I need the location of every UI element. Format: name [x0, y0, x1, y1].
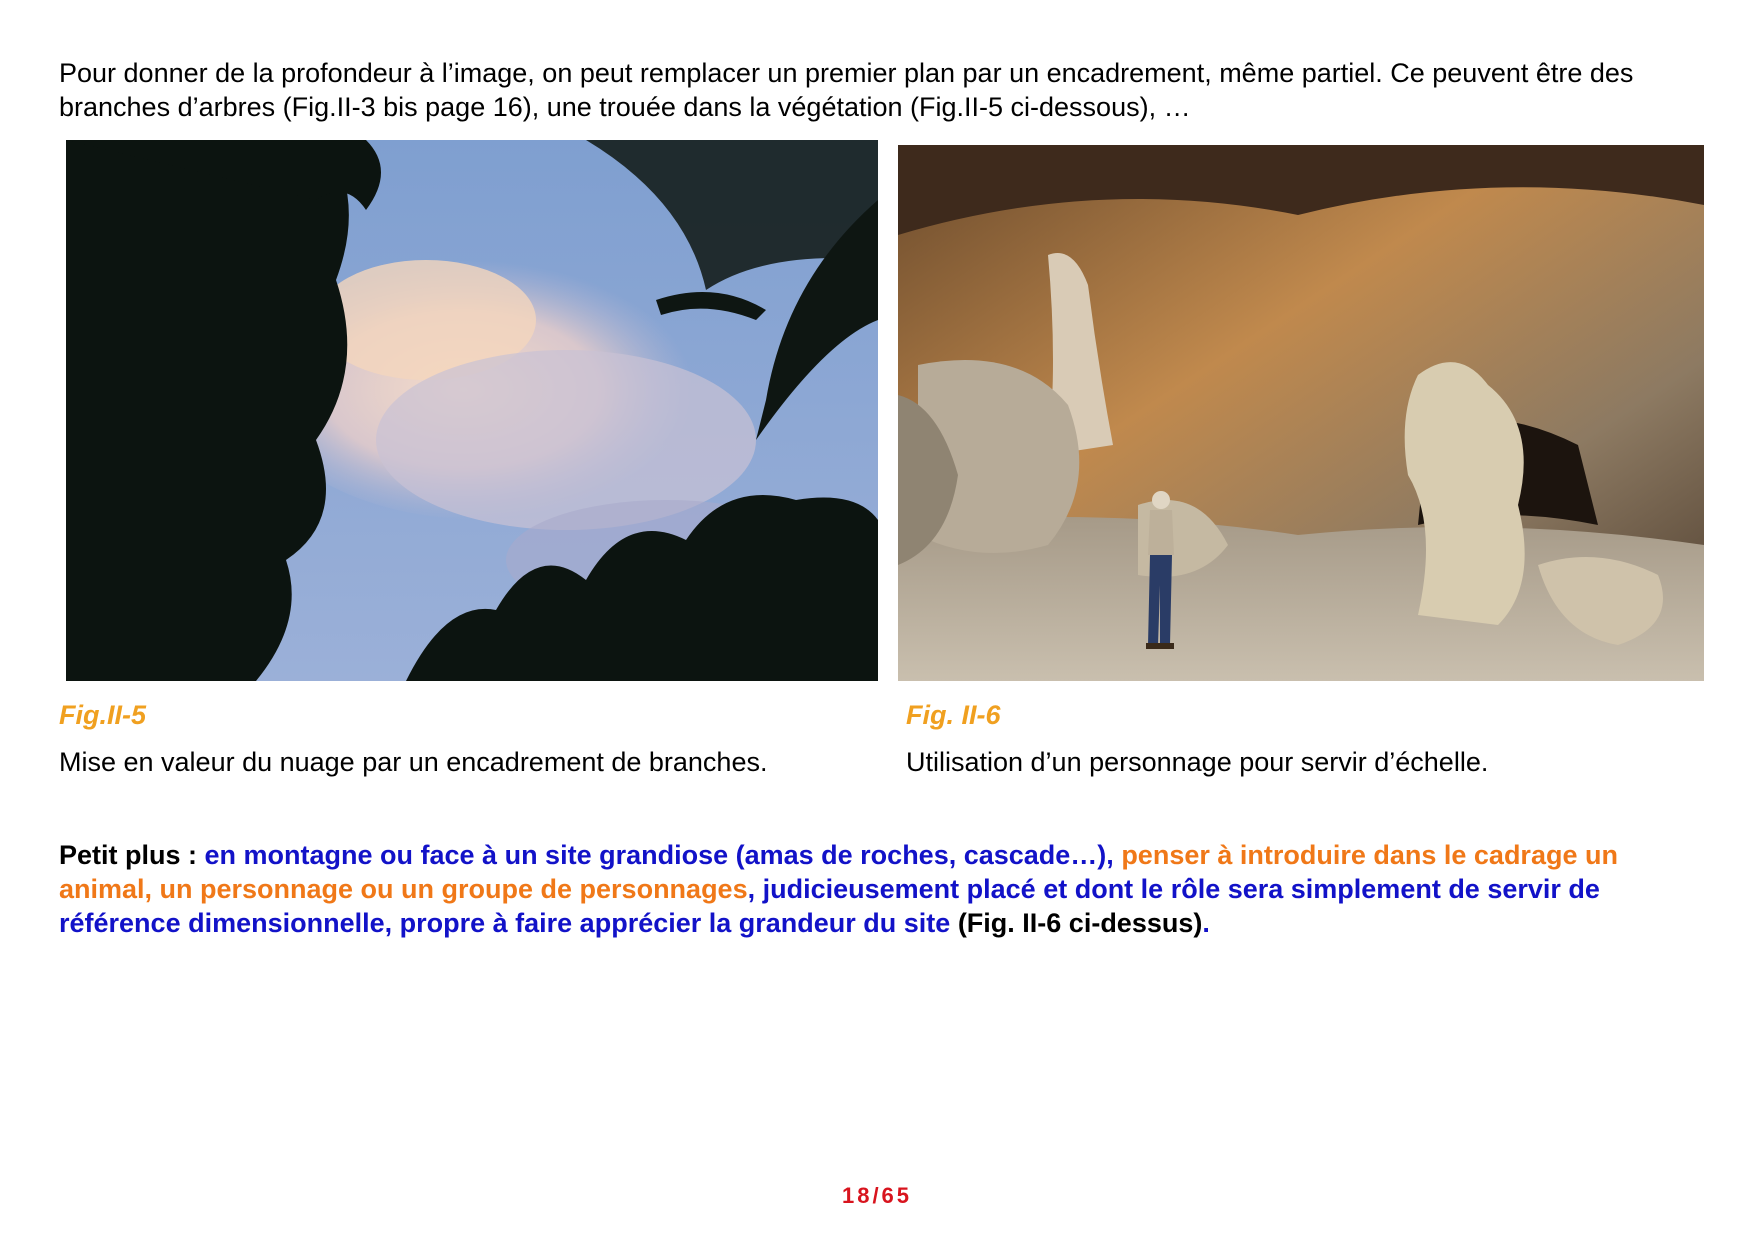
tip-period: . [1202, 908, 1210, 938]
figure-label: Fig.II-5 [59, 700, 146, 730]
tip-prefix: Petit plus : [59, 840, 205, 870]
tip-text-orange: penser à introduire dans le cadrage un animal, un personnage ou un groupe de personnages [59, 840, 1618, 904]
figure-caption: Mise en valeur du nuage par un encadrement de branches. [59, 747, 768, 777]
tip-paragraph [59, 838, 1709, 940]
figure-label: Fig. II-6 [906, 700, 1001, 730]
figure-image-clouds-branches [66, 140, 878, 681]
tip-figure-reference: (Fig. II-6 ci-dessus) [957, 908, 1203, 938]
figure-caption: Utilisation d’un personnage pour servir d’échelle. [906, 747, 1489, 777]
tip-text-blue: , judicieusement placé et dont le rôle sera simplement de servir de référence dimensionnelle, propre à faire apprécier la grandeur du site [59, 874, 1600, 938]
figure-image-cave-person [898, 145, 1704, 681]
tip-text-blue: en montagne ou face à un site grandiose (amas de roches, cascade…), [204, 840, 1122, 870]
intro-paragraph: Pour donner de la profondeur à l’image, on peut remplacer un premier plan par un encadrement, même partiel. Ce peuvent être des branches d’arbres (Fig.II-3 bis page 16), une trouée dans la végétation (Fig.II-5 ci-dessous), … [59, 58, 1634, 122]
page-number: 18/65 [841, 1183, 913, 1208]
